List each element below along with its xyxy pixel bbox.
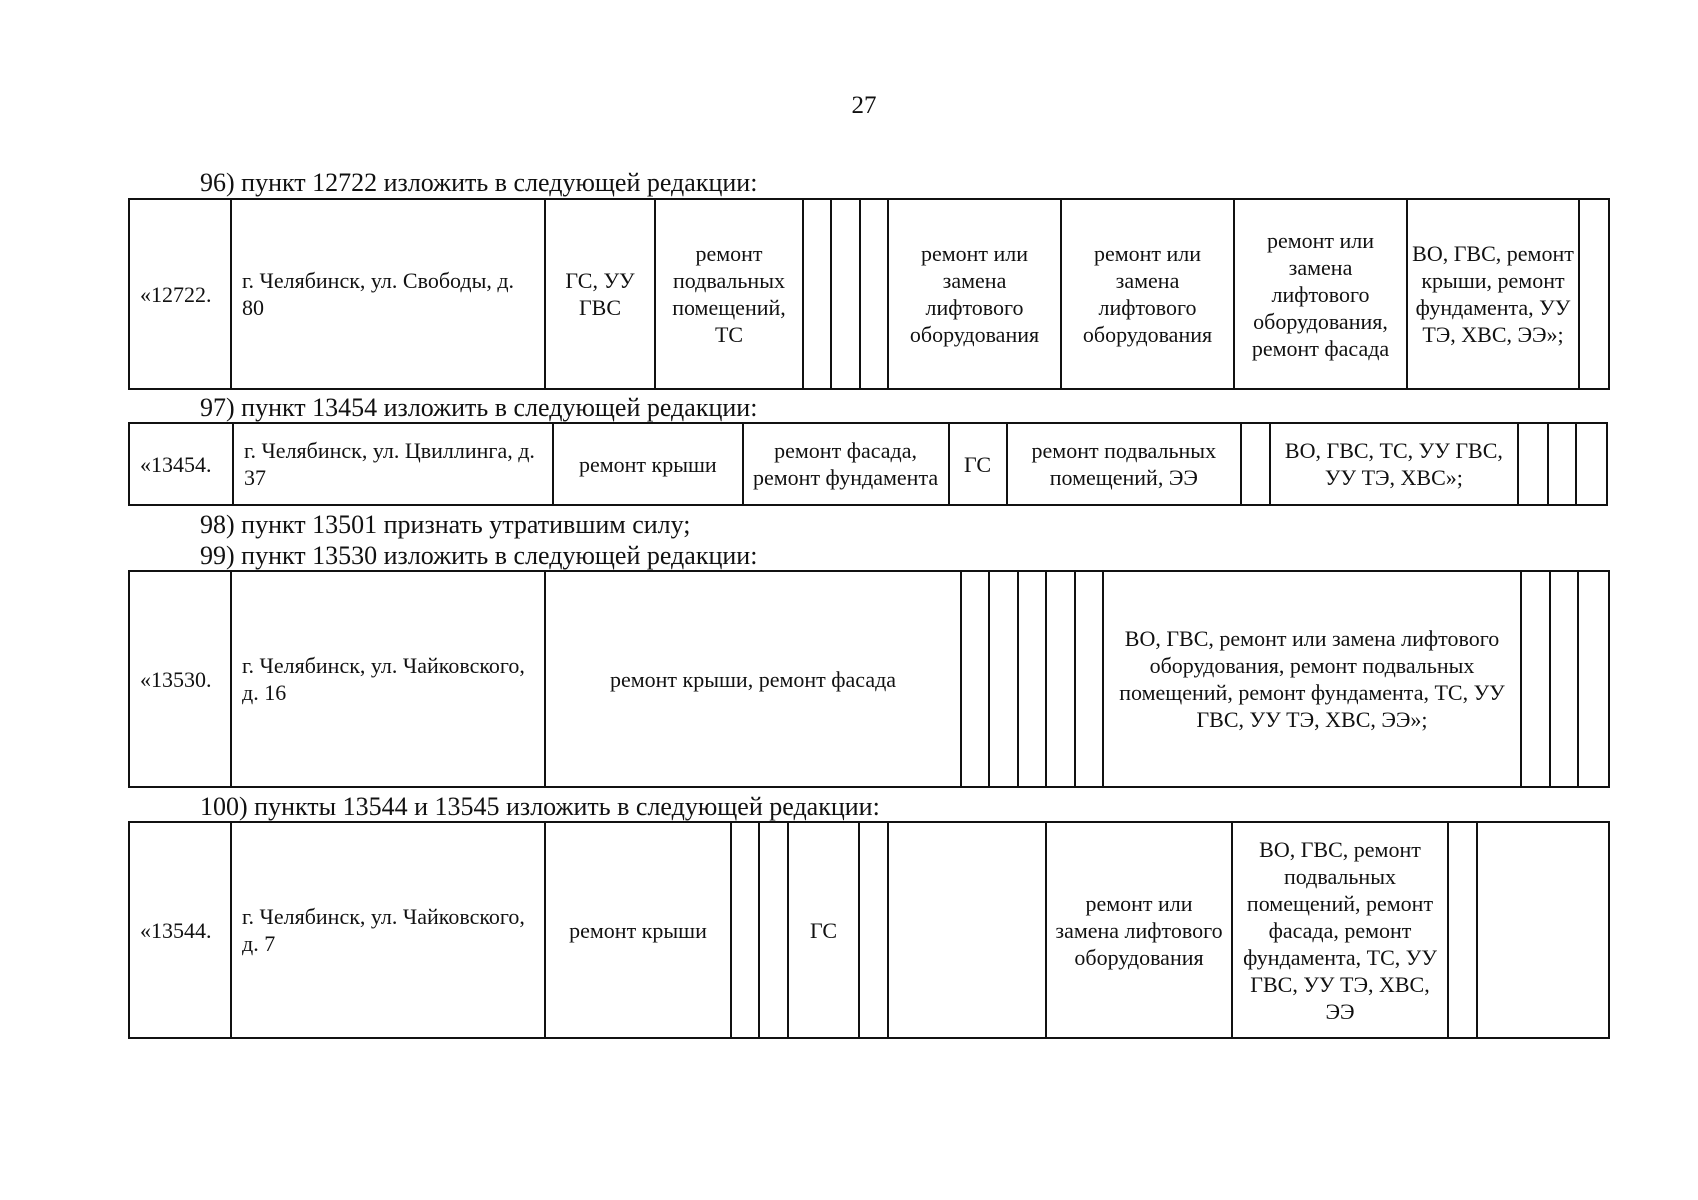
empty-cell: [1550, 571, 1578, 787]
empty-cell: [859, 822, 888, 1038]
empty-cell: [1518, 423, 1548, 505]
empty-cell: [1521, 571, 1550, 787]
section-heading: 97) пункт 13454 изложить в следующей редакции:: [200, 393, 758, 422]
item-number: «13530.: [129, 571, 231, 787]
table-cell: ремонт или замена лифтового оборудования: [1061, 199, 1234, 389]
empty-cell: [1241, 423, 1270, 505]
amendment-table: [128, 198, 1610, 390]
address-cell: г. Челябинск, ул. Чайковского, д. 16: [231, 571, 545, 787]
empty-cell: [1046, 571, 1075, 787]
empty-cell: [888, 822, 1046, 1038]
empty-cell: [803, 199, 831, 389]
empty-cell: [1579, 199, 1609, 389]
table-cell: ремонт крыши: [545, 822, 731, 1038]
amendment-table: [128, 570, 1610, 788]
address-cell: г. Челябинск, ул. Цвиллинга, д. 37: [233, 423, 553, 505]
table-cell: ремонт или замена лифтового оборудования: [1046, 822, 1232, 1038]
address-cell: г. Челябинск, ул. Чайковского, д. 7: [231, 822, 545, 1038]
table-row: [129, 571, 1609, 787]
table-cell: ремонт фасада, ремонт фундамента: [743, 423, 949, 505]
table-cell: ремонт подвальных помещений, ТС: [655, 199, 803, 389]
table-cell: ремонт крыши, ремонт фасада: [545, 571, 961, 787]
table-cell: ремонт подвальных помещений, ЭЭ: [1007, 423, 1241, 505]
empty-cell: [731, 822, 759, 1038]
amendment-table: [128, 422, 1608, 506]
empty-cell: [1018, 571, 1046, 787]
empty-cell: [961, 571, 989, 787]
empty-cell: [989, 571, 1018, 787]
empty-cell: [860, 199, 888, 389]
section-heading: 96) пункт 12722 изложить в следующей редакции:: [200, 168, 758, 197]
empty-cell: [831, 199, 860, 389]
table-cell: ВО, ГВС, ремонт или замена лифтового оборудования, ремонт подвальных помещений, ремонт фундамента, ТС, УУ ГВС, УУ ТЭ, ХВС, ЭЭ»;: [1103, 571, 1521, 787]
empty-cell: [1548, 423, 1577, 505]
table-cell: ремонт крыши: [553, 423, 743, 505]
table-row: [129, 822, 1609, 1038]
empty-cell: [1578, 571, 1609, 787]
table-cell: ВО, ГВС, ТС, УУ ГВС, УУ ТЭ, ХВС»;: [1270, 423, 1519, 505]
table-cell: ремонт или замена лифтового оборудования: [888, 199, 1061, 389]
empty-cell: [759, 822, 788, 1038]
empty-cell: [1477, 822, 1609, 1038]
item-number: «13454.: [129, 423, 233, 505]
table-cell: ВО, ГВС, ремонт крыши, ремонт фундамента, УУ ТЭ, ХВС, ЭЭ»;: [1407, 199, 1579, 389]
section-heading: 98) пункт 13501 признать утратившим силу;: [200, 510, 691, 539]
table-cell: ремонт или замена лифтового оборудования, ремонт фасада: [1234, 199, 1407, 389]
empty-cell: [1448, 822, 1477, 1038]
empty-cell: [1576, 423, 1607, 505]
table-cell: ГС: [949, 423, 1007, 505]
empty-cell: [1075, 571, 1103, 787]
table-cell: ГС, УУ ГВС: [545, 199, 655, 389]
item-number: «12722.: [129, 199, 231, 389]
section-heading: 99) пункт 13530 изложить в следующей редакции:: [200, 541, 758, 570]
page-number: 27: [851, 92, 877, 119]
amendment-table: [128, 821, 1610, 1039]
table-cell: ВО, ГВС, ремонт подвальных помещений, ремонт фасада, ремонт фундамента, ТС, УУ ГВС, УУ ТЭ, ХВС, ЭЭ: [1232, 822, 1448, 1038]
table-row: [129, 423, 1607, 505]
item-number: «13544.: [129, 822, 231, 1038]
table-row: [129, 199, 1609, 389]
table-cell: ГС: [788, 822, 859, 1038]
section-heading: 100) пункты 13544 и 13545 изложить в следующей редакции:: [200, 792, 880, 821]
address-cell: г. Челябинск, ул. Свободы, д. 80: [231, 199, 545, 389]
